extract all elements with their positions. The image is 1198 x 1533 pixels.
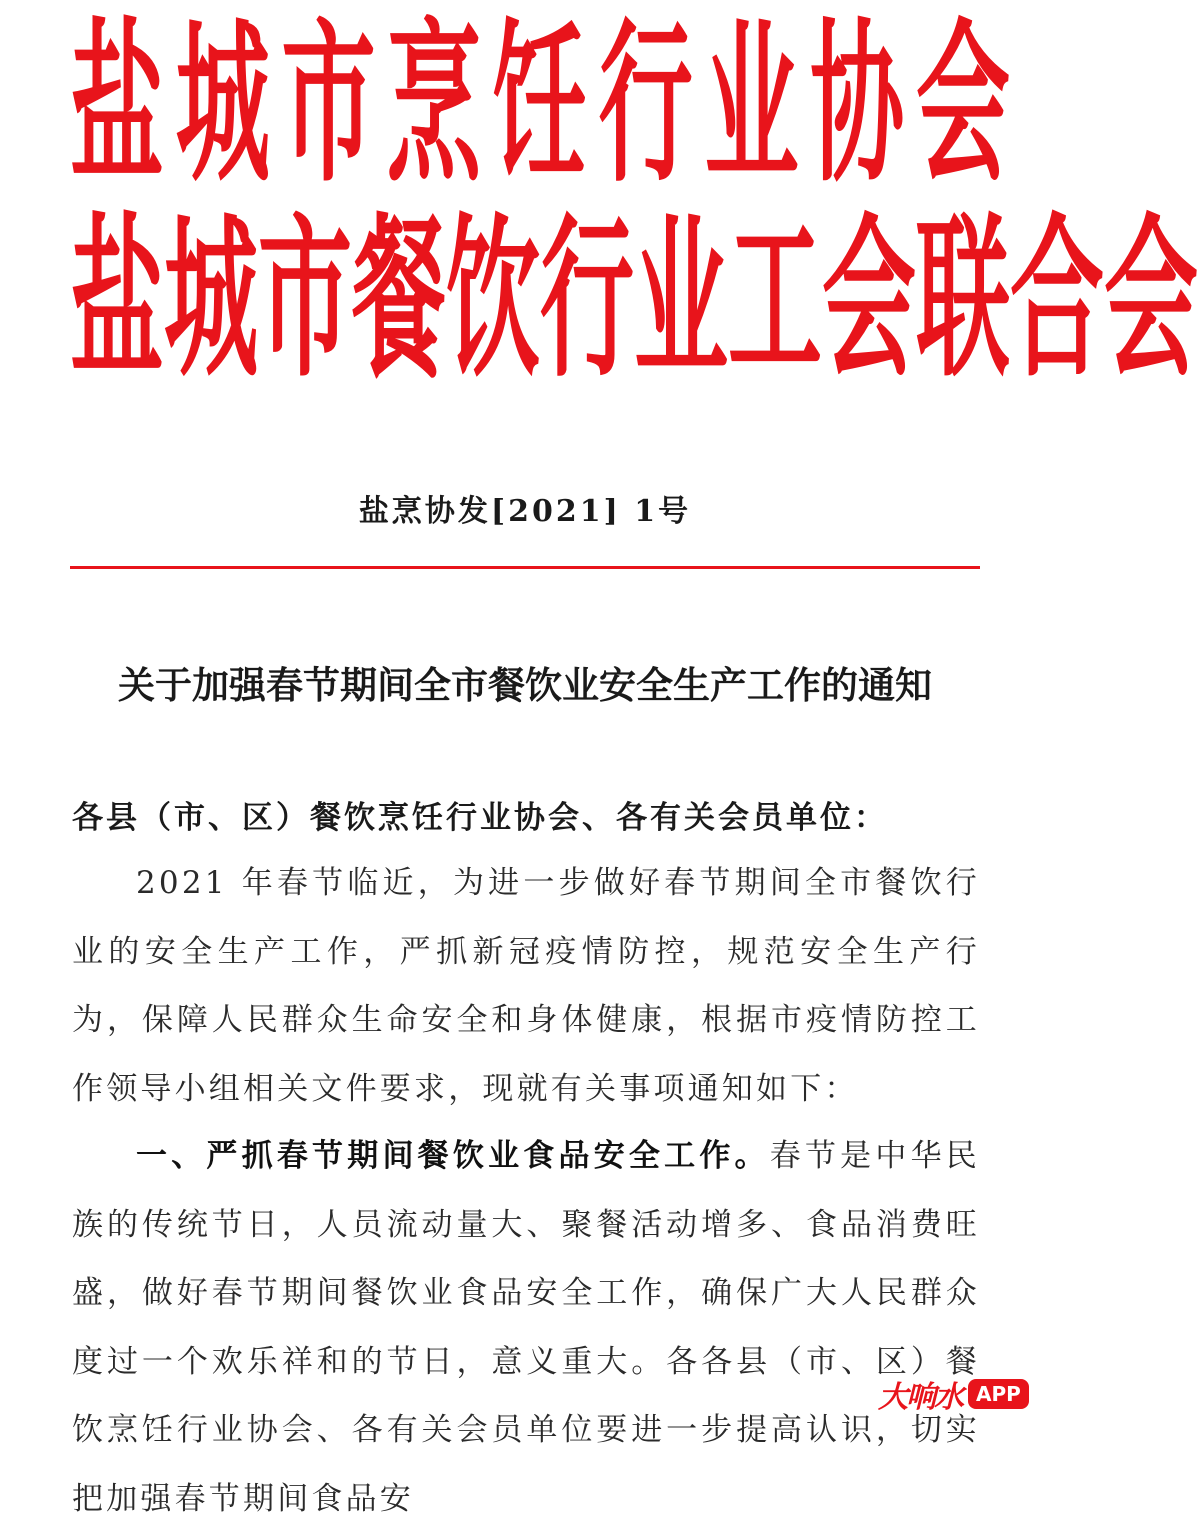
red-divider-line	[70, 566, 980, 569]
org-name-line-2: 盐城市餐饮行业工会联合会	[70, 200, 1198, 402]
watermark-logo: 大响水	[878, 1380, 962, 1415]
watermark-app-badge: APP	[968, 1379, 1029, 1409]
org-name-line-1: 盐城市烹饪行业协会	[70, 5, 1010, 207]
section-1-text: 春节是中华民族的传统节日，人员流动量大、聚餐活动增多、食品消费旺盛，做好春节期间餐饮业食品安全工作，确保广大人民群众度过一个欢乐祥和的节日，意义重大。各各县（市、区）餐饮烹饪行业协会、各有关会员单位要进一步提高认识，切实把加强春节期间食品安	[72, 1138, 980, 1517]
body-paragraph-intro: 2021 年春节临近，为进一步做好春节期间全市餐饮行业的安全生产工作，严抓新冠疫情防控，规范安全生产行为，保障人民群众生命安全和身体健康，根据市疫情防控工作领导小组相关文件要求，现就有关事项通知如下：	[72, 865, 980, 1107]
notice-title: 关于加强春节期间全市餐饮业安全生产工作的通知	[118, 664, 932, 707]
app-watermark	[878, 1374, 1074, 1414]
document-number: 盐烹协发[2021] 1号	[358, 494, 692, 529]
section-1-heading: 一、严抓春节期间餐饮业食品安全工作。	[136, 1138, 770, 1174]
addressee-line: 各县（市、区）餐饮烹饪行业协会、各有关会员单位：	[72, 800, 888, 836]
body-paragraph-section-1	[72, 1122, 980, 1533]
